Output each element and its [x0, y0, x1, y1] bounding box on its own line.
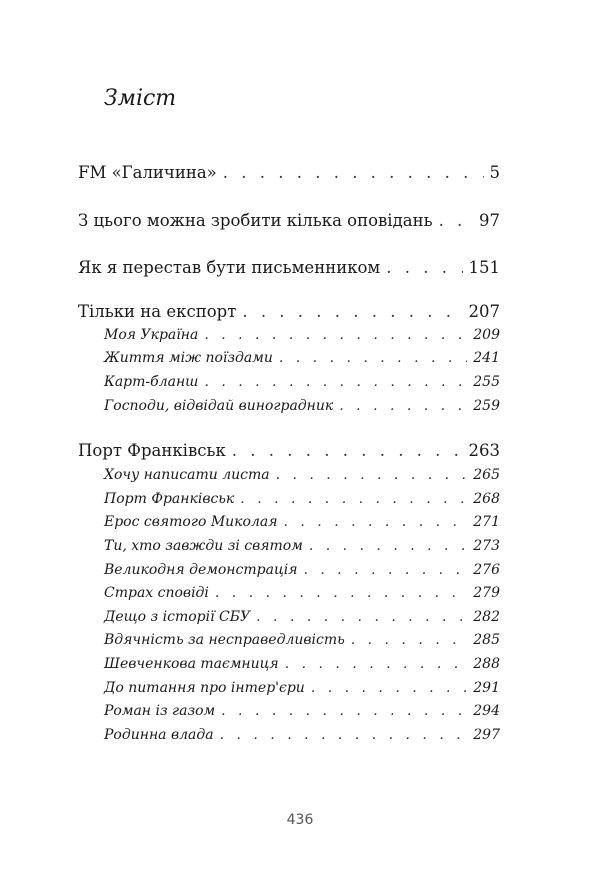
toc-subentry-page: 282 [473, 609, 500, 625]
dot-leader [285, 656, 468, 672]
dot-leader [339, 398, 467, 414]
toc-subentry[interactable] [104, 514, 500, 530]
dot-leader [220, 727, 468, 743]
toc-subentry-page: 279 [473, 585, 500, 601]
toc-subentry-title: Порт Франківськ [104, 491, 235, 507]
toc-subentry-title: До питання про інтер'єри [104, 680, 305, 696]
toc-subentry-title: Родинна влада [104, 727, 214, 743]
toc-entry-page: 5 [489, 163, 500, 182]
toc-subentry-page: 291 [473, 680, 500, 696]
toc-subentry-title: Ти, хто завжди зі святом [104, 538, 303, 554]
toc-entry-page: 207 [468, 302, 500, 321]
dot-leader [276, 467, 468, 483]
toc-subentry-title: Господи, відвідай виноградник [104, 398, 334, 414]
toc-subentry-title: Карт-бланш [104, 374, 199, 390]
dot-leader [284, 514, 468, 530]
toc-subentry-page: 271 [473, 514, 500, 530]
dot-leader [221, 703, 467, 719]
toc-subentry-title: Життя між поїздами [104, 350, 273, 366]
toc-subentry[interactable] [104, 327, 500, 343]
toc-entry-title: З цього можна зробити кілька оповідань [78, 211, 433, 230]
toc-subentry-page: 297 [473, 727, 500, 743]
toc-subentry[interactable] [104, 680, 500, 696]
dot-leader [242, 302, 462, 321]
toc-subentry-title: Страх сповіді [104, 585, 209, 601]
toc-entry-title: FM «Галичина» [78, 163, 217, 182]
toc-subentry[interactable] [104, 398, 500, 414]
toc-subentry[interactable] [104, 350, 500, 366]
dot-leader [215, 585, 467, 601]
toc-subentry-title: Моя Україна [104, 327, 199, 343]
toc-subentry-page: 285 [473, 632, 500, 648]
dot-leader [303, 562, 467, 578]
dot-leader [232, 441, 463, 460]
toc-entry-page: 263 [468, 441, 500, 460]
dot-leader [351, 632, 468, 648]
toc-entry-title: Порт Франківськ [78, 441, 226, 460]
toc-entry-title: Тільки на експорт [78, 302, 237, 321]
toc-subentry[interactable] [104, 632, 500, 648]
dot-leader [386, 258, 462, 277]
toc-subentry[interactable] [104, 703, 500, 719]
toc-subentry-title: Хочу написати листа [104, 467, 270, 483]
toc-subentry-page: 268 [473, 491, 500, 507]
toc-entry-title: Як я перестав бути письменником [78, 258, 381, 277]
dot-leader [204, 327, 467, 343]
toc-subentry[interactable] [104, 609, 500, 625]
toc-subentry-page: 255 [473, 374, 500, 390]
toc-subentry-title: Шевченкова таємниця [104, 656, 279, 672]
dot-leader [256, 609, 467, 625]
toc-subentry-page: 294 [473, 703, 500, 719]
page-number: 436 [286, 812, 314, 828]
toc-subentry-title: Великодня демонстрація [104, 562, 298, 578]
dot-leader [240, 491, 467, 507]
toc-subentry-page: 276 [473, 562, 500, 578]
toc-entry[interactable] [78, 163, 500, 182]
toc-subentry-page: 241 [473, 350, 500, 366]
toc-entry[interactable] [78, 211, 500, 230]
toc-entry[interactable] [78, 441, 500, 460]
toc-subentry[interactable] [104, 562, 500, 578]
dot-leader [279, 350, 467, 366]
toc-entry-page: 151 [468, 258, 500, 277]
toc-subentry-page: 209 [473, 327, 500, 343]
dot-leader [439, 211, 473, 230]
page-title: Зміст [104, 86, 177, 111]
dot-leader [204, 374, 467, 390]
toc-subentry-title: Дещо з історії СБУ [104, 609, 251, 625]
toc-subentry[interactable] [104, 538, 500, 554]
toc-subentry[interactable] [104, 467, 500, 483]
toc-subentry-title: Роман із газом [104, 703, 216, 719]
toc-subentry-title: Ерос святого Миколая [104, 514, 278, 530]
toc-subentry-title: Вдячність за несправедливість [104, 632, 345, 648]
toc-subentry[interactable] [104, 585, 500, 601]
toc-subentry[interactable] [104, 727, 500, 743]
toc-entry-page: 97 [479, 211, 500, 230]
toc-entry[interactable] [78, 302, 500, 321]
toc-subentry-page: 273 [473, 538, 500, 554]
toc-subentry[interactable] [104, 374, 500, 390]
toc-subentry[interactable] [104, 656, 500, 672]
toc-subentry[interactable] [104, 491, 500, 507]
toc-subentry-page: 288 [473, 656, 500, 672]
toc-subentry-page: 259 [473, 398, 500, 414]
toc-entry[interactable] [78, 258, 500, 277]
dot-leader [223, 163, 484, 182]
dot-leader [311, 680, 467, 696]
dot-leader [309, 538, 467, 554]
toc-subentry-page: 265 [473, 467, 500, 483]
